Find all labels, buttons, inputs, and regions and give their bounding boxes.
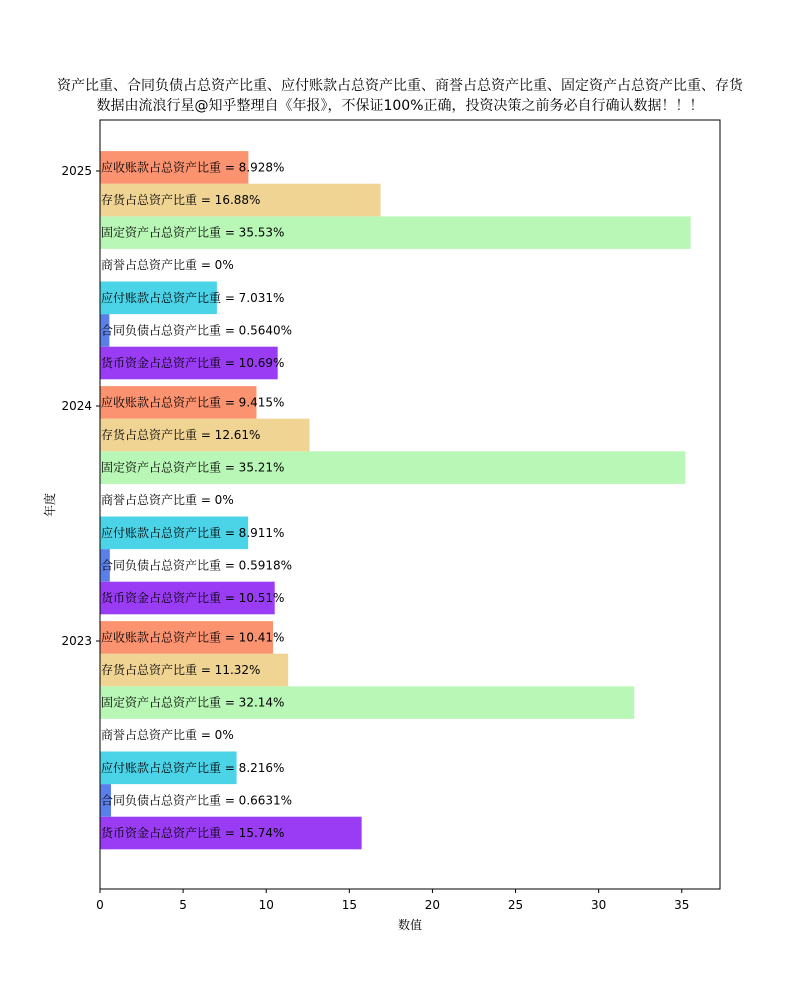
bar-label: 存货占总资产比重 = 16.88% xyxy=(101,193,261,207)
x-tick-label: 5 xyxy=(179,898,187,912)
bar-label: 货币资金占总资产比重 = 10.69% xyxy=(101,356,285,370)
bar-label: 应收账款占总资产比重 = 9.415% xyxy=(101,395,285,410)
bar-label: 合同负债占总资产比重 = 0.5918% xyxy=(101,558,293,573)
y-axis-label: 年度 xyxy=(43,492,57,518)
bar-label: 合同负债占总资产比重 = 0.5640% xyxy=(101,323,293,338)
bar-label: 应付账款占总资产比重 = 8.216% xyxy=(101,760,285,775)
y-tick-label: 2025 xyxy=(61,164,92,178)
chart-subtitle: 数据由流浪行星@知乎整理自《年报》，不保证100%正确，投资决策之前务必自行确认数据！！！ xyxy=(96,98,704,114)
bar-label: 固定资产占总资产比重 = 32.14% xyxy=(101,695,285,710)
bar-label: 存货占总资产比重 = 12.61% xyxy=(101,428,261,442)
x-tick-label: 20 xyxy=(424,898,441,912)
bar-label: 固定资产占总资产比重 = 35.53% xyxy=(101,225,285,240)
y-axis-ticks xyxy=(61,164,100,648)
bar-label: 应收账款占总资产比重 = 8.928% xyxy=(101,160,285,175)
bar-label: 应付账款占总资产比重 = 8.911% xyxy=(101,525,285,540)
bar-label: 存货占总资产比重 = 11.32% xyxy=(101,663,261,677)
bar-label: 商誉占总资产比重 = 0% xyxy=(101,258,234,273)
y-tick-label: 2023 xyxy=(61,634,92,648)
bar-label: 货币资金占总资产比重 = 10.51% xyxy=(101,591,285,605)
x-tick-label: 10 xyxy=(258,898,274,912)
y-tick-label: 2024 xyxy=(61,399,92,413)
x-tick-label: 15 xyxy=(341,898,357,912)
chart-title: 资产比重、合同负债占总资产比重、应付账款占总资产比重、商誉占总资产比重、固定资产占总资产比重、存货 xyxy=(57,78,743,94)
bar-label: 固定资产占总资产比重 = 35.21% xyxy=(101,460,285,475)
bar-label: 货币资金占总资产比重 = 15.74% xyxy=(101,826,285,840)
x-tick-label: 35 xyxy=(674,898,690,912)
bar-label: 合同负债占总资产比重 = 0.6631% xyxy=(101,793,293,808)
bar-label: 商誉占总资产比重 = 0% xyxy=(101,728,234,743)
x-axis-ticks xyxy=(96,889,689,912)
bar-labels-group xyxy=(101,159,292,840)
x-tick-label: 0 xyxy=(96,898,104,912)
bar-label: 应收账款占总资产比重 = 10.41% xyxy=(101,630,285,645)
bar-label: 商誉占总资产比重 = 0% xyxy=(101,493,234,508)
x-tick-label: 25 xyxy=(507,898,524,912)
x-axis-label: 数值 xyxy=(397,918,423,932)
bar-label: 应付账款占总资产比重 = 7.031% xyxy=(101,290,285,305)
x-tick-label: 30 xyxy=(591,898,607,912)
